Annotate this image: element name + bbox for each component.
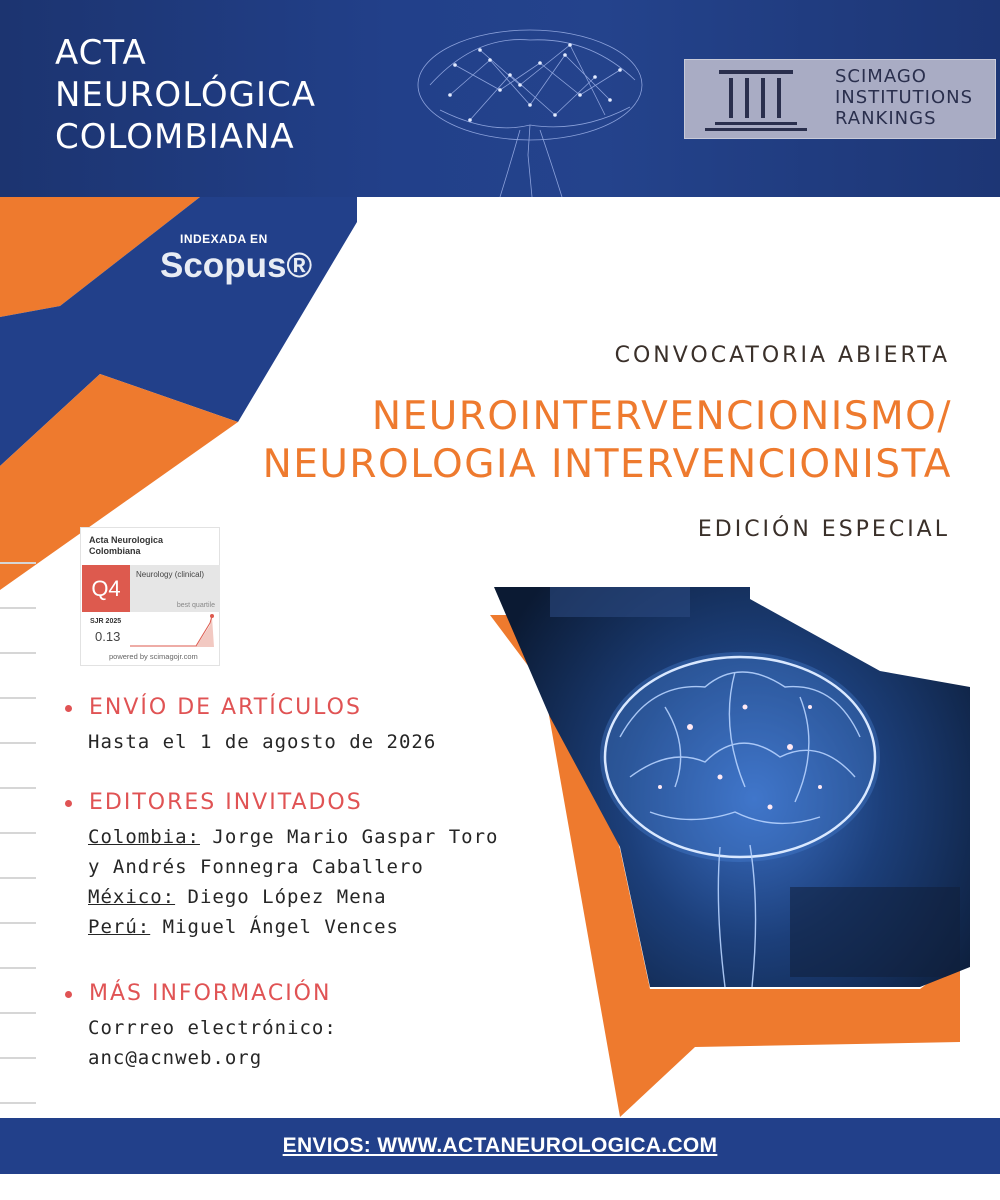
special-issue-topic bbox=[263, 393, 952, 489]
sjr-quartile: Q4 bbox=[82, 565, 130, 612]
topic-line: NEUROINTERVENCIONISMO/ bbox=[371, 394, 952, 439]
section-heading-text: EDITORES INVITADOS bbox=[89, 790, 363, 815]
scopus-kicker: INDEXADA EN bbox=[180, 232, 268, 246]
sjr-year-label: SJR 2025 bbox=[90, 618, 122, 625]
margin-rule bbox=[0, 922, 36, 924]
call-label: CONVOCATORIA ABIERTA bbox=[614, 343, 950, 368]
editors-section bbox=[65, 788, 499, 942]
sjr-sparkline bbox=[126, 613, 218, 649]
section-heading-text: MÁS INFORMACIÓN bbox=[89, 981, 332, 1006]
sjr-journal-name: Acta Neurologica Colombiana bbox=[89, 535, 164, 556]
margin-rule bbox=[0, 1012, 36, 1014]
scimago-label-line: SCIMAGO bbox=[835, 66, 927, 87]
editor-names: Diego López Mena bbox=[175, 886, 387, 908]
bullet-icon bbox=[65, 800, 72, 807]
edition-label: EDICIÓN ESPECIAL bbox=[697, 517, 950, 542]
country-label: México: bbox=[88, 886, 176, 908]
section-heading bbox=[65, 693, 436, 723]
section-heading bbox=[65, 788, 499, 818]
section-heading bbox=[65, 979, 337, 1009]
country-label: Perú: bbox=[88, 916, 151, 938]
submissions-link[interactable]: ENVIOS: WWW.ACTANEUROLOGICA.COM bbox=[282, 1134, 718, 1157]
margin-rule bbox=[0, 967, 36, 969]
scopus-indexed-badge bbox=[160, 232, 320, 286]
bullet-icon bbox=[65, 705, 72, 712]
journal-title-line: COLOMBIANA bbox=[55, 117, 295, 157]
margin-rule bbox=[0, 832, 36, 834]
sjr-quartile-widget[interactable] bbox=[80, 527, 220, 666]
country-label: Colombia: bbox=[88, 826, 200, 848]
margin-rule bbox=[0, 1057, 36, 1059]
journal-title-line: NEUROLÓGICA bbox=[55, 75, 317, 115]
topic-line: NEUROLOGIA INTERVENCIONISTA bbox=[262, 442, 952, 487]
margin-rule bbox=[0, 607, 36, 609]
margin-rule bbox=[0, 562, 36, 564]
editor-names: Jorge Mario Gaspar Toro bbox=[199, 826, 499, 848]
scopus-logo-text: Scopus® bbox=[160, 246, 313, 285]
section-body bbox=[88, 727, 436, 757]
editor-line-mexico bbox=[88, 882, 499, 912]
editor-names-continued: y Andrés Fonnegra Caballero bbox=[88, 856, 424, 878]
section-heading-text: ENVÍO DE ARTÍCULOS bbox=[89, 695, 362, 720]
editor-names: Miguel Ángel Vences bbox=[150, 916, 399, 938]
email-label: Corrreo electrónico: bbox=[88, 1017, 337, 1039]
section-body bbox=[88, 822, 499, 942]
scimago-label-line: INSTITUTIONS bbox=[835, 87, 974, 108]
margin-rule bbox=[0, 877, 36, 879]
submission-deadline: Hasta el 1 de agosto de 2026 bbox=[88, 731, 437, 753]
sjr-powered-by: powered by scimagojr.com bbox=[109, 652, 198, 661]
info-section bbox=[65, 979, 337, 1073]
sjr-score: 0.13 bbox=[95, 629, 121, 644]
brain-illustration bbox=[490, 587, 970, 1117]
margin-rule bbox=[0, 742, 36, 744]
margin-rule bbox=[0, 697, 36, 699]
bullet-icon bbox=[65, 991, 72, 998]
sjr-best-quartile-label: best quartile bbox=[176, 602, 215, 609]
sjr-category: Neurology (clinical) bbox=[136, 570, 205, 579]
journal-title-line: ACTA bbox=[55, 33, 147, 73]
editor-line-peru bbox=[88, 912, 499, 942]
sjr-category-box bbox=[130, 565, 220, 612]
editor-line-colombia bbox=[88, 822, 499, 852]
margin-rule bbox=[0, 1102, 36, 1104]
margin-rule bbox=[0, 787, 36, 789]
scimago-label-line: RANKINGS bbox=[835, 108, 937, 129]
margin-rule bbox=[0, 652, 36, 654]
email-address[interactable]: anc@acnweb.org bbox=[88, 1047, 263, 1069]
section-body bbox=[88, 1013, 337, 1073]
submission-section bbox=[65, 693, 436, 757]
